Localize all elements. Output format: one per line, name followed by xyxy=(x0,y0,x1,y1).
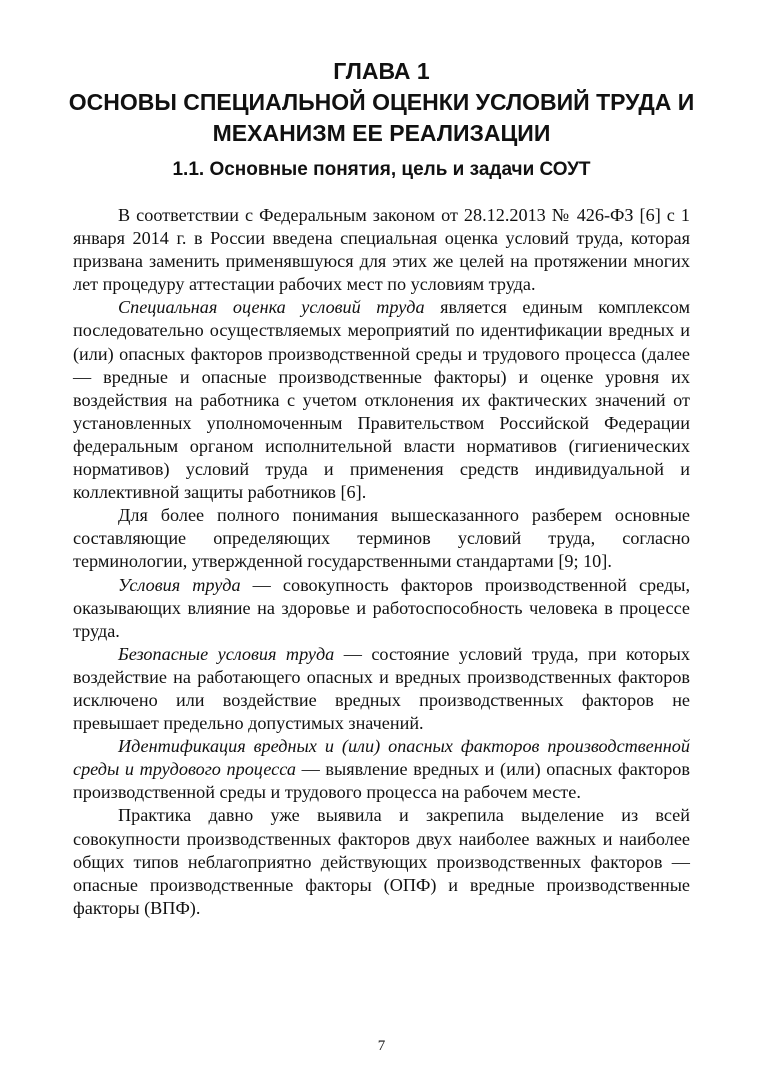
paragraph-text: Для более полного понимания вышесказанного разберем основные составляющие определяющих терминов условий труда, согласно терминологии, утвержденной государственными стандартами [9; 10]. xyxy=(73,505,690,572)
paragraph-text: В соответствии с Федеральным законом от 28.12.2013 № 426-ФЗ [6] с 1 января 2014 г. в России введена специальная оценка условий труда, которая призвана заменить применявшуюся для этих же целей на протяжении многих лет процедуру аттестации рабочих мест по условиям труда. xyxy=(73,205,690,295)
paragraph-text: — совокупность факторов производственной среды, оказывающих влияние на здоровье и работоспособность человека в процессе труда. xyxy=(73,574,690,641)
paragraph-term: Идентификация вредных и (или) опасных факторов производственной среды и трудового процесса xyxy=(73,736,690,780)
paragraph-text: — состояние условий труда, при которых воздействие на работающего опасных и вредных производственных факторов исключено или воздействие вредных производственных факторов не превышает предельно допустимых значений. xyxy=(73,643,690,734)
paragraph-text: является единым комплексом последовательно осуществляемых мероприятий по идентификации вредных и (или) опасных факторов производственной среды и трудового процесса (далее — вредные и опасные производственные факторы) и оценке уровня их воздействия на работника с учетом отклонения их фактических значений от установленных уполномоченным Правительством Российской Федерации федеральным органом исполнительной власти нормативов (гигиенических нормативов) условий труда и применения средств индивидуальной и коллективной защиты работников [6]. xyxy=(73,297,690,503)
paragraph xyxy=(73,735,690,804)
page-number: 7 xyxy=(377,1038,386,1054)
paragraph xyxy=(73,204,690,296)
paragraph xyxy=(73,643,690,735)
paragraph-term: Специальная оценка условий труда xyxy=(118,297,425,318)
paragraph-term: Безопасные условия труда xyxy=(118,643,335,664)
paragraph xyxy=(73,296,690,504)
paragraph-text: — выявление вредных и (или) опасных факторов производственной среды и трудового процесса на рабочем месте. xyxy=(73,759,690,803)
paragraph xyxy=(73,574,690,643)
chapter-label: ГЛАВА 1 xyxy=(333,58,430,84)
paragraph xyxy=(73,504,690,573)
chapter-title: ОСНОВЫ СПЕЦИАЛЬНОЙ ОЦЕНКИ УСЛОВИЙ ТРУДА И МЕХАНИЗМ ЕЕ РЕАЛИЗАЦИИ xyxy=(68,89,695,146)
body-text xyxy=(73,204,690,920)
paragraph xyxy=(73,804,690,919)
paragraph-term: Условия труда xyxy=(118,574,241,595)
section-title: 1.1. Основные понятия, цель и задачи СОУТ xyxy=(172,159,591,180)
paragraph-text: Практика давно уже выявила и закрепила выделение из всей совокупности производственных факторов двух наиболее важных и наиболее общих типов неблагоприятно действующих производственных факторов — опасные производственные факторы (ОПФ) и вредные производственные факторы (ВПФ). xyxy=(73,805,690,918)
